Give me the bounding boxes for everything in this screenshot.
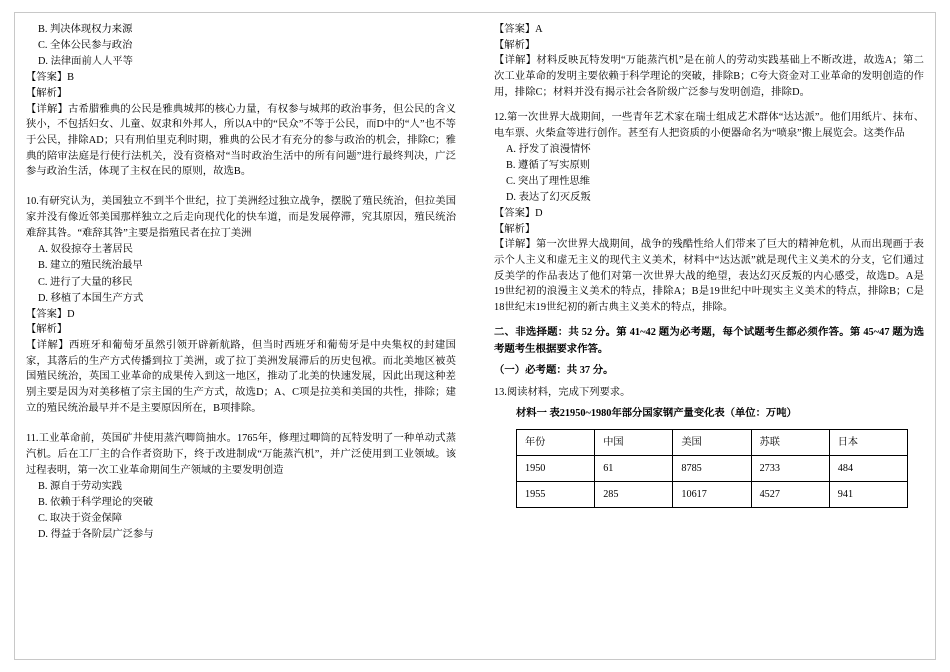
steel-production-table xyxy=(516,429,908,509)
spacer xyxy=(26,417,456,431)
answer-option: C. 突出了理性思维 xyxy=(506,175,591,187)
answer-option: D. 移植了本国生产方式 xyxy=(38,292,144,304)
table-cell: 8785 xyxy=(673,455,751,481)
answer-option: B. 建立的殖民统治最早 xyxy=(38,260,143,272)
table-cell: 4527 xyxy=(751,482,829,508)
table-cell: 941 xyxy=(829,482,907,508)
table-cell: 484 xyxy=(829,455,907,481)
answer-option: A. 奴役掠夺土著居民 xyxy=(38,244,133,256)
question-11: 11.工业革命前，英国矿井使用蒸汽唧筒抽水。1765年，修理过唧筒的瓦特发明了一种单动式蒸汽机。后在工厂主的合作者资助下，终于改进制成“万能蒸汽机”，并广泛使用到工业领域。该过程表明，第一次工业革命期间生产领域的主要发明创造 xyxy=(26,432,456,476)
material-title: 材料一 表21950~1980年部分国家钢产量变化表（单位：万吨） xyxy=(516,408,797,420)
explanation-text: 【详解】古希腊雅典的公民是雅典城邦的核心力量，有权参与城邦的政治事务，但公民的含义狭小，不包括妇女、儿童、奴隶和外邦人，所以A中的“民众”不等于公民，而D中的“人”也不等于公民，排除AD；只有刑伯里克利时期，雅典的公民才有充分的参与政治的机会，排除C；雅典的陪审法庭是行使行法机关，没有资格对“当时政治生活中的所有问题”进行最终判决，广泛参与政治生活，体现了主权在民的原则，故选B。 xyxy=(26,103,456,178)
answer-option: C. 取决于资金保障 xyxy=(38,512,123,524)
spacer xyxy=(494,101,924,110)
answer-option: C. 全体公民参与政治 xyxy=(38,40,133,52)
explanation-text: 【详解】第一次世界大战期间，战争的残酷性给人们带来了巨大的精神危机，从而出现画于表示个人主义和虚无主义的现代主义美术，材料中“达达派”就是现代主义美术的分支，它们通过反美学的作品表达了他们对第一次世界大战的绝望，表达幻灭反叛的内心感受，故选D。A是19世纪初的浪漫主义美术的特点，排除A；B是19世纪中叶现实主义美术的特点，排除B；C是18世纪末19世纪初的新古典主义美术的特点，排除。 xyxy=(494,239,924,314)
answer-label: 【答案】A xyxy=(494,24,543,35)
explanation-text: 【详解】西班牙和葡萄牙虽然引领开辟新航路，但当时西班牙和葡萄牙是中央集权的封建国家，其落后的生产方式传播到拉丁美洲，或了拉丁美洲发展滞后的历史包袱。而北美地区被英国殖民统治，英国工业革命的成果传入到这一地区，推动了北美的快速发展，因此出现这种差别主要是因为对美移植了宗主国的生产方式，故选D；A、C项是拉美和美国的共性，排除；建立的殖民统治最早并不是主要原因所在，B项排除。 xyxy=(26,340,456,414)
table-cell: 2733 xyxy=(751,455,829,481)
column-header: 年份 xyxy=(517,429,595,455)
table-header-row xyxy=(517,429,908,455)
answer-option: D. 法律面前人人平等 xyxy=(38,56,133,68)
column-header: 美国 xyxy=(673,429,751,455)
left-column xyxy=(26,22,456,652)
answer-option: B. 源自于劳动实践 xyxy=(38,480,123,492)
table-cell: 1950 xyxy=(517,455,595,481)
answer-option: A. 抒发了浪漫情怀 xyxy=(506,143,591,155)
question-13: 13.阅读材料，完成下列要求。 xyxy=(494,387,631,399)
question-12: 12.第一次世界大战期间，一些青年艺术家在瑞士组成艺术群体“达达派”。他们用纸片、抹布、电车票、火柴盒等进行创作。甚至有人把资质的小便器命名为“喷泉”搬上展览会。这类作品 xyxy=(494,111,924,139)
answer-option: B. 遵循了写实原则 xyxy=(506,159,591,171)
section-heading: 二、非选择题：共 52 分。第 41~42 题为必考题，每个试题考生都必须作答。第 45~47 题为选考题考生根据要求作答。 xyxy=(494,327,924,355)
table-cell: 61 xyxy=(595,455,673,481)
table-cell: 1955 xyxy=(517,482,595,508)
table-cell: 10617 xyxy=(673,482,751,508)
right-column xyxy=(494,22,924,652)
column-header: 日本 xyxy=(829,429,907,455)
subsection-heading: （一）必考题：共 37 分。 xyxy=(494,365,614,377)
answer-option: D. 表达了幻灭反叛 xyxy=(506,192,591,204)
table-row xyxy=(517,482,908,508)
explanation-label: 【解析】 xyxy=(494,223,536,235)
spacer xyxy=(494,316,924,325)
explanation-label: 【解析】 xyxy=(26,324,68,336)
explanation-label: 【解析】 xyxy=(494,39,536,51)
answer-label: 【答案】D xyxy=(494,208,543,220)
answer-option: C. 进行了大量的移民 xyxy=(38,276,133,288)
column-header: 中国 xyxy=(595,429,673,455)
spacer xyxy=(26,180,456,194)
explanation-label: 【解析】 xyxy=(26,88,68,100)
two-column-layout xyxy=(26,22,924,652)
answer-label: 【答案】B xyxy=(26,72,75,84)
column-header: 苏联 xyxy=(751,429,829,455)
answer-option: D. 得益于各阶层广泛参与 xyxy=(38,529,154,541)
answer-option: B. 判决体现权力来源 xyxy=(38,24,133,35)
explanation-text: 【详解】材料反映瓦特发明“万能蒸汽机”是在前人的劳动实践基础上不断改进，故选A；第二次工业革命的发明主要依赖于科学理论的突破，排除B；C夸大资金对工业革命的发明创造的作用，排除C；材料并没有揭示社会各阶级广泛参与发明创造，排除D。 xyxy=(494,55,924,98)
table-cell: 285 xyxy=(595,482,673,508)
question-10: 10.有研究认为，美国独立不到半个世纪，拉丁美洲经过独立战争，摆脱了殖民统治，但拉美国家并没有像近邻美国那样独立之后走向现代化的快车道，而是发展停滞，究其原因，殖民统治难辞其咎。“难辞其咎”主要是指殖民者在拉丁美洲 xyxy=(26,196,456,240)
table-row xyxy=(517,455,908,481)
answer-option: B. 依赖于科学理论的突破 xyxy=(38,496,153,508)
answer-label: 【答案】D xyxy=(26,308,75,320)
